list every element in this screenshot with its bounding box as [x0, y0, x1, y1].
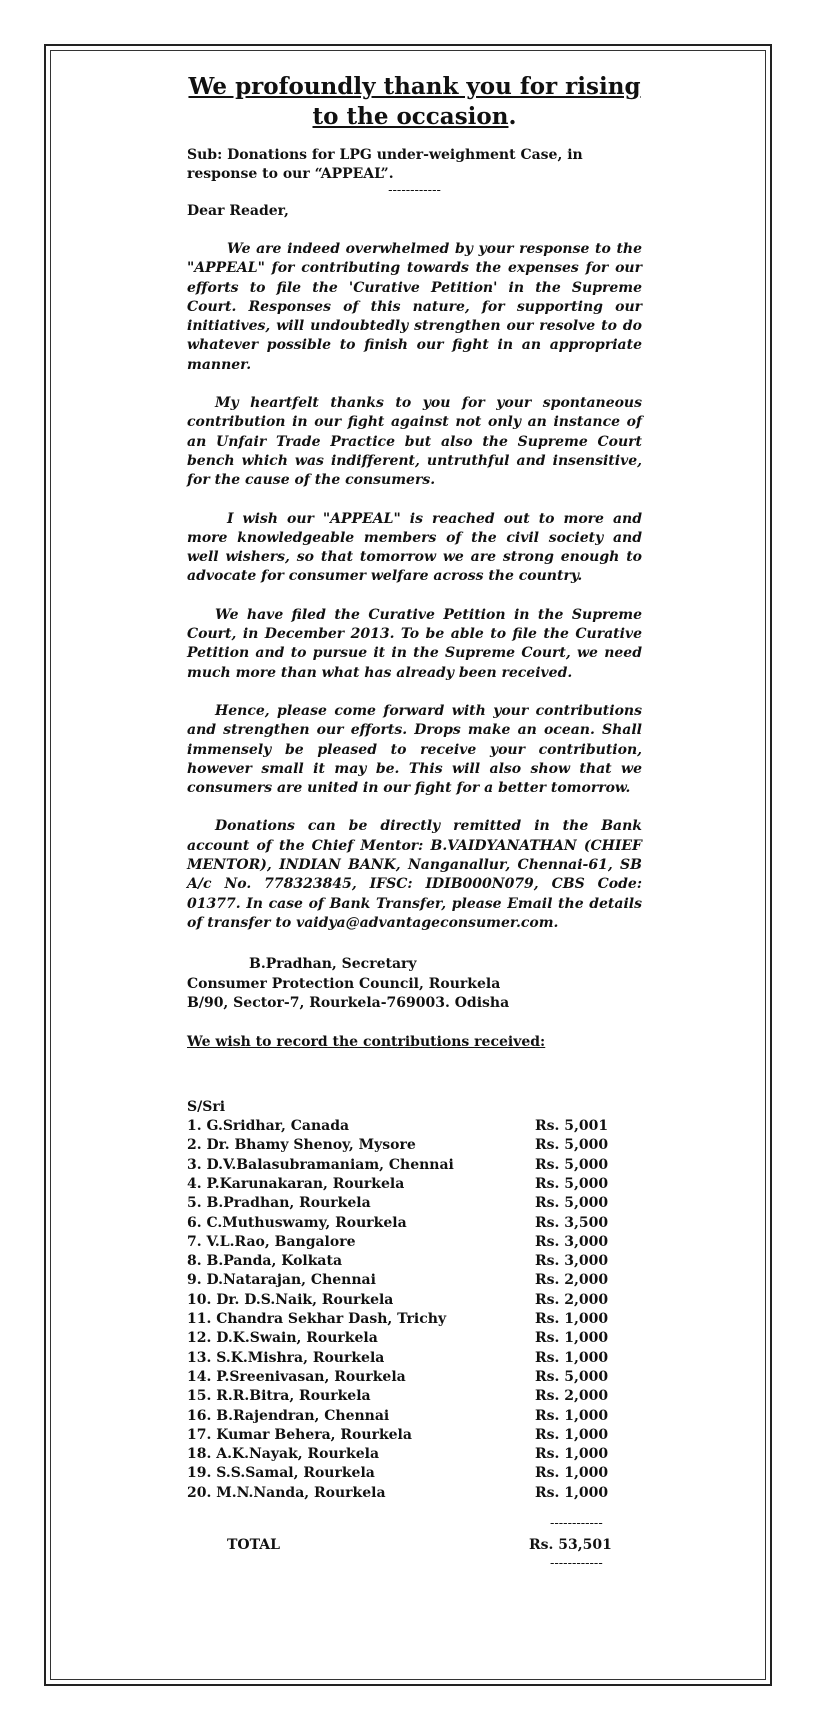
page-title — [187, 72, 642, 132]
contribution-amount: Rs. 5,000 — [535, 1195, 609, 1212]
contribution-row — [187, 1214, 642, 1233]
contribution-row — [187, 1291, 642, 1310]
contributor-name: 6. C.Muthuswamy, Rourkela — [187, 1214, 407, 1231]
list-prefix: S/Sri — [187, 1099, 226, 1116]
contribution-amount: Rs. 5,000 — [535, 1137, 609, 1154]
paragraph-petition: We have filed the Curative Petition in the Supreme Court, in December 2013. To be able to file the Curative Petition and to pursue it in the Supreme Court, we need much more than what has already been received. — [187, 606, 642, 681]
contribution-row — [187, 1310, 642, 1329]
contributor-name: 15. R.R.Bitra, Rourkela — [187, 1388, 371, 1405]
salutation: Dear Reader, — [187, 203, 289, 219]
contributions-list — [187, 1117, 642, 1503]
contributor-name: 16. B.Rajendran, Chennai — [187, 1407, 390, 1424]
contribution-row — [187, 1484, 642, 1503]
contributor-name: 14. P.Sreenivasan, Rourkela — [187, 1368, 406, 1385]
paragraph-appeal: I wish our "APPEAL" is reached out to more and more knowledgeable members of the civil society and well wishers, so that tomorrow we are strong enough to advocate for consumer welfare across the country. — [187, 510, 642, 585]
contribution-amount: Rs. 1,000 — [535, 1484, 609, 1501]
paragraph-response: We are indeed overwhelmed by your response to the "APPEAL" for contributing towards the expenses for our efforts to file the 'Curative Petition' in the Supreme Court. Responses of this nature, for supporting our initiatives, will undoubtedly strengthen our resolve to do whatever possible to finish our fight in an appropriate manner. — [187, 241, 642, 373]
contributor-name: 20. M.N.Nanda, Rourkela — [187, 1484, 386, 1501]
contributor-name: 13. S.K.Mishra, Rourkela — [187, 1349, 385, 1366]
contributor-name: 17. Kumar Behera, Rourkela — [187, 1426, 412, 1443]
contribution-row — [187, 1271, 642, 1290]
contribution-amount: Rs. 2,000 — [535, 1388, 609, 1405]
contribution-amount: Rs. 1,000 — [535, 1407, 609, 1424]
contribution-amount: Rs. 5,001 — [535, 1118, 609, 1135]
signature-address: B/90, Sector-7, Rourkela-769003. Odisha — [187, 994, 510, 1011]
contributor-name: 19. S.S.Samal, Rourkela — [187, 1465, 375, 1482]
subject-divider: ------------ — [388, 183, 441, 198]
paragraph-thanks: My heartfelt thanks to you for your spontaneous contribution in our fight against not only an instance of an Unfair Trade Practice but also the Supreme Court bench which was indifferent, untruthful and insensitive, for the cause of the consumers. — [187, 395, 642, 489]
contribution-row — [187, 1368, 642, 1387]
contributor-name: 12. D.K.Swain, Rourkela — [187, 1330, 378, 1347]
contribution-row — [187, 1329, 642, 1348]
signature-name: B.Pradhan, Secretary — [249, 956, 417, 973]
contribution-amount: Rs. 1,000 — [535, 1330, 609, 1347]
signature-organization: Consumer Protection Council, Rourkela — [187, 975, 501, 992]
contribution-row — [187, 1407, 642, 1426]
contribution-amount: Rs. 1,000 — [535, 1465, 609, 1482]
contribution-amount: Rs. 3,000 — [535, 1233, 609, 1250]
title-line-1: We profoundly thank you for rising — [188, 73, 641, 100]
contribution-row — [187, 1194, 642, 1213]
contribution-row — [187, 1387, 642, 1406]
contributor-name: 9. D.Natarajan, Chennai — [187, 1272, 376, 1289]
contributor-name: 10. Dr. D.S.Naik, Rourkela — [187, 1291, 394, 1308]
contributor-name: 5. B.Pradhan, Rourkela — [187, 1195, 371, 1212]
contribution-amount: Rs. 5,000 — [535, 1175, 609, 1192]
title-line-2: to the occasion — [312, 103, 509, 130]
total-row — [187, 1535, 642, 1555]
contribution-amount: Rs. 1,000 — [535, 1426, 609, 1443]
contribution-amount: Rs. 5,000 — [535, 1368, 609, 1385]
contribution-amount: Rs. 2,000 — [535, 1272, 609, 1289]
total-divider-top: ------------ — [550, 1516, 603, 1532]
contribution-row — [187, 1445, 642, 1464]
contributor-name: 4. P.Karunakaran, Rourkela — [187, 1175, 405, 1192]
paragraph-request: Hence, please come forward with your contributions and strengthen our efforts. Drops make an ocean. Shall immensely be pleased to receive your contribution, however small it may be. This will also show that we consumers are united in our fight for a better tomorrow. — [187, 702, 642, 797]
contribution-amount: Rs. 2,000 — [535, 1291, 609, 1308]
contribution-amount: Rs. 1,000 — [535, 1446, 609, 1463]
contributor-name: 11. Chandra Sekhar Dash, Trichy — [187, 1311, 447, 1328]
contribution-amount: Rs. 1,000 — [535, 1349, 609, 1366]
contributor-name: 7. V.L.Rao, Bangalore — [187, 1233, 356, 1250]
total-label: TOTAL — [227, 1537, 280, 1554]
title-period: . — [508, 103, 517, 130]
contribution-amount: Rs. 3,000 — [535, 1253, 609, 1270]
subject-line-1: Sub: Donations for LPG under-weighment Case, in — [187, 147, 583, 163]
paragraph-bank-details: Donations can be directly remitted in the Bank account of the Chief Mentor: B.VAIDYANATHAN (CHIEF MENTOR), INDIAN BANK, Nanganallur, Chennai-61, SB A/c No. 778323845, IFSC: IDIB000N079, CBS Code: 01377. In case of Bank Transfer, please Email the details of transfer to vaidya@advantageconsumer.com. — [187, 818, 642, 931]
contribution-row — [187, 1349, 642, 1368]
contributor-name: 18. A.K.Nayak, Rourkela — [187, 1446, 380, 1463]
total-amount: Rs. 53,501 — [529, 1537, 612, 1554]
signature-block — [187, 955, 642, 1013]
contributor-name: 3. D.V.Balasubramaniam, Chennai — [187, 1156, 454, 1173]
contribution-amount: Rs. 1,000 — [535, 1311, 609, 1328]
contribution-row — [187, 1233, 642, 1252]
letter-content — [187, 72, 642, 1571]
contribution-amount: Rs. 3,500 — [535, 1214, 609, 1231]
contribution-row — [187, 1252, 642, 1271]
contributions-heading: We wish to record the contributions received: — [187, 1034, 546, 1051]
contribution-row — [187, 1156, 642, 1175]
subject-line-2: response to our “APPEAL”. — [187, 166, 394, 182]
contributor-name: 1. G.Sridhar, Canada — [187, 1118, 350, 1135]
contribution-row — [187, 1426, 642, 1445]
contributor-name: 2. Dr. Bhamy Shenoy, Mysore — [187, 1137, 416, 1154]
contribution-row — [187, 1117, 642, 1136]
contribution-row — [187, 1464, 642, 1483]
contribution-row — [187, 1175, 642, 1194]
total-divider-bottom: ------------ — [550, 1556, 603, 1572]
contribution-row — [187, 1136, 642, 1155]
contributor-name: 8. B.Panda, Kolkata — [187, 1253, 343, 1270]
contribution-amount: Rs. 5,000 — [535, 1156, 609, 1173]
subject — [187, 146, 642, 184]
